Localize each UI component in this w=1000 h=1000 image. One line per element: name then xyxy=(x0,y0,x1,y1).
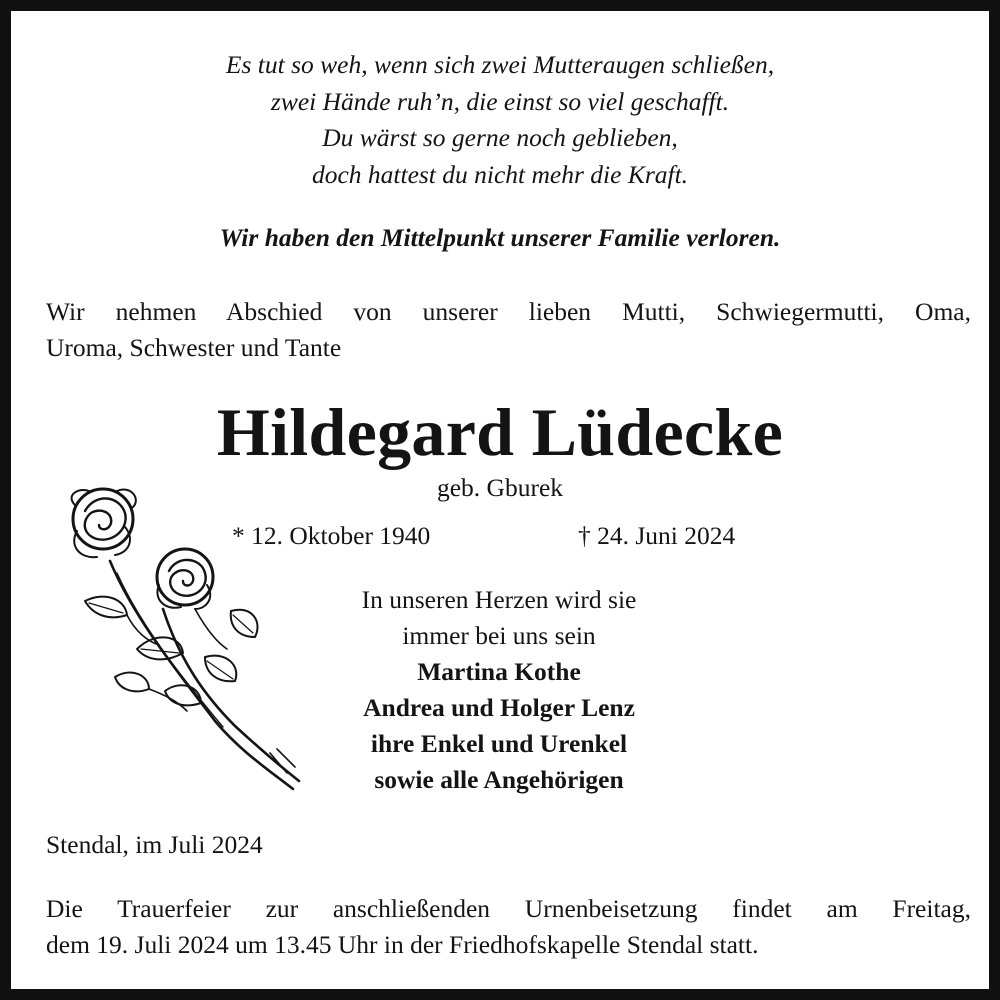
intro-text xyxy=(46,294,971,366)
mourners-line: immer bei uns sein xyxy=(402,621,596,650)
mourner-name: Martina Kothe xyxy=(417,657,581,686)
notice-line: dem 19. Juli 2024 um 13.45 Uhr in der Friedhofskapelle Stendal statt. xyxy=(46,930,759,959)
poem xyxy=(11,47,989,193)
notice-line: Die Trauerfeier zur anschließenden Urnenbeisetzung findet am Freitag, xyxy=(46,894,971,923)
deceased-name: Hildegard Lüdecke xyxy=(216,394,784,470)
intro-line: Wir nehmen Abschied von unserer lieben Mutti, Schwiegermutti, Oma, xyxy=(46,297,971,326)
mourner-name: Andrea und Holger Lenz xyxy=(363,693,635,722)
mourner-name: ihre Enkel und Urenkel xyxy=(370,729,628,758)
poem-line: Du wärst so gerne noch geblieben, xyxy=(322,123,678,152)
mourner-name: sowie alle Angehörigen xyxy=(374,765,624,794)
intro-line: Uroma, Schwester und Tante xyxy=(46,333,342,362)
mourners-line: In unseren Herzen wird sie xyxy=(361,585,637,614)
rose-bouquet-icon xyxy=(55,481,305,801)
mourners-block xyxy=(299,582,699,798)
poem-line: zwei Hände ruh’n, die einst so viel geschafft. xyxy=(270,86,730,116)
poem-line: Es tut so weh, wenn sich zwei Mutteraugen schließen, xyxy=(225,50,775,79)
poem-line: doch hattest du nicht mehr die Kraft. xyxy=(311,159,689,189)
birth-date: * 12. Oktober 1940 xyxy=(232,521,431,550)
tagline: Wir haben den Mittelpunkt unserer Familie verloren. xyxy=(219,223,781,252)
death-date: † 24. Juni 2024 xyxy=(578,521,736,550)
place-date: Stendal, im Juli 2024 xyxy=(46,830,263,859)
funeral-notice xyxy=(46,891,971,963)
maiden-name: geb. Gburek xyxy=(436,473,564,502)
